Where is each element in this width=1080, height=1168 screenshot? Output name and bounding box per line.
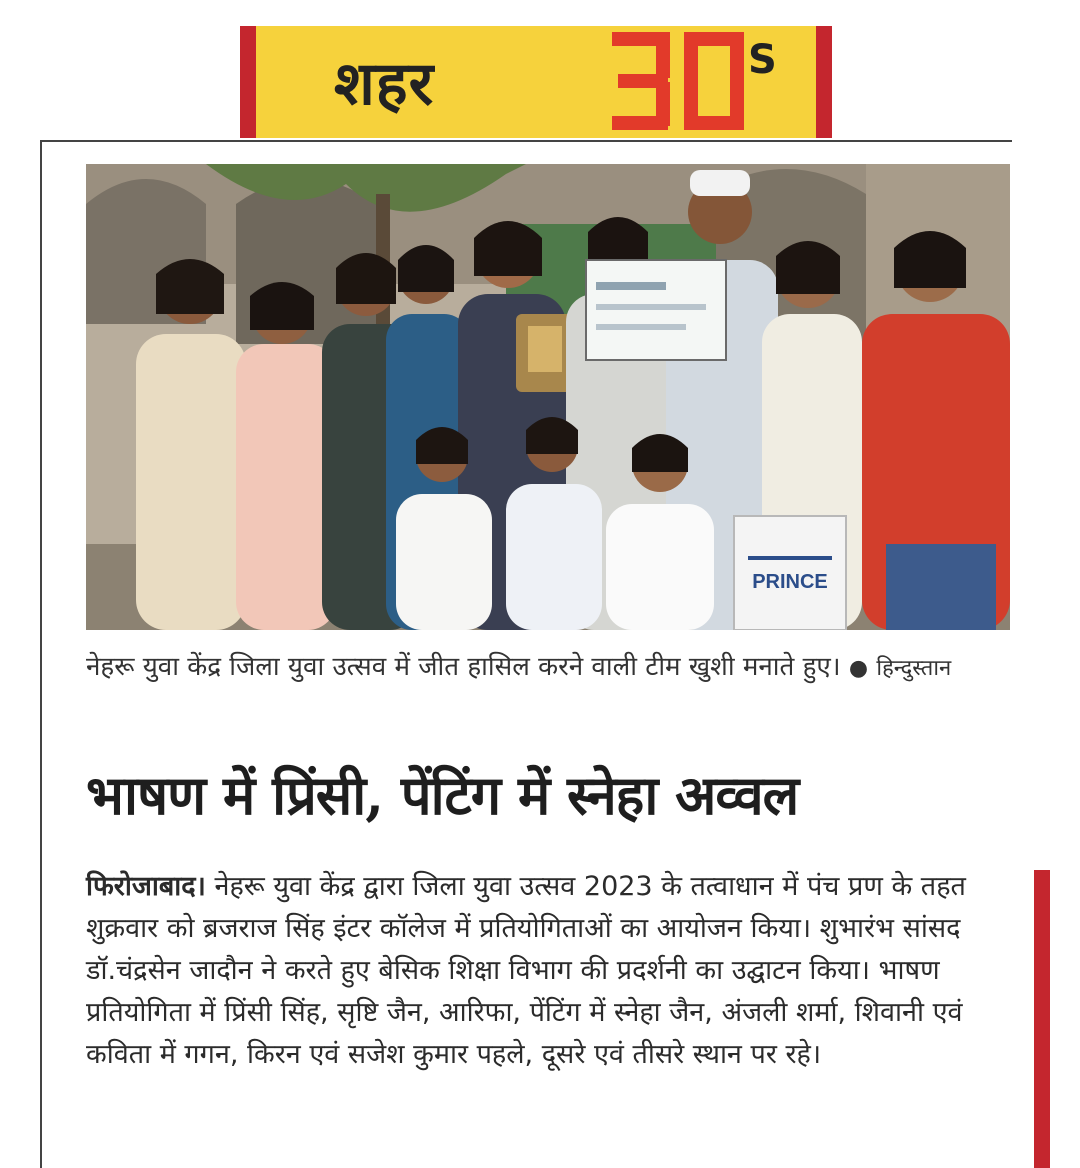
photo-caption xyxy=(86,648,1010,688)
article-body-text: नेहरू युवा केंद्र द्वारा जिला युवा उत्सव 2023 के तत्वाधान में पंच प्रण के तहत शुक्रवार को ब्रजराज सिंह इंटर कॉलेज में प्रतियोगिताओं का आयोजन किया। शुभारंभ सांसद डॉ.चंद्रसेन जादौन ने करते हुए बेसिक शिक्षा विभाग की प्रदर्शनी का उद्घाटन किया। भाषण प्रतियोगिता में प्रिंसी सिंह, सृष्टि जैन, आरिफा, पेंटिंग में स्नेहा जैन, अंजली शर्मा, शिवानी एवं कविता में गगन, किरन एवं सजेश कुमार पहले, दूसरे एवं तीसरे स्थान पर रहे। xyxy=(86,871,966,1070)
header-right-bar xyxy=(816,26,832,138)
brand-logo xyxy=(602,26,814,138)
side-accent-bar xyxy=(1034,870,1050,1168)
caption-text: नेहरू युवा केंद्र जिला युवा उत्सव में जीत हासिल करने वाली टीम खुशी मनाते हुए। xyxy=(86,652,841,682)
bag-brand-text: PRINCE xyxy=(752,571,828,593)
caption-credit: हिन्दुस्तान xyxy=(876,656,952,681)
article-headline: भाषण में प्रिंसी, पेंटिंग में स्नेहा अव्वल xyxy=(86,763,799,827)
news-photo xyxy=(86,164,1010,630)
column-rule-top xyxy=(40,140,1012,142)
brand-suffix: S xyxy=(748,37,777,83)
header-left-bar xyxy=(240,26,256,138)
article-dateline: फिरोजाबाद। xyxy=(86,871,206,902)
section-label: शहर xyxy=(334,49,435,119)
article-body xyxy=(86,866,1016,1076)
column-rule-left xyxy=(40,140,42,1168)
caption-credit-bullet: ● xyxy=(848,656,869,681)
